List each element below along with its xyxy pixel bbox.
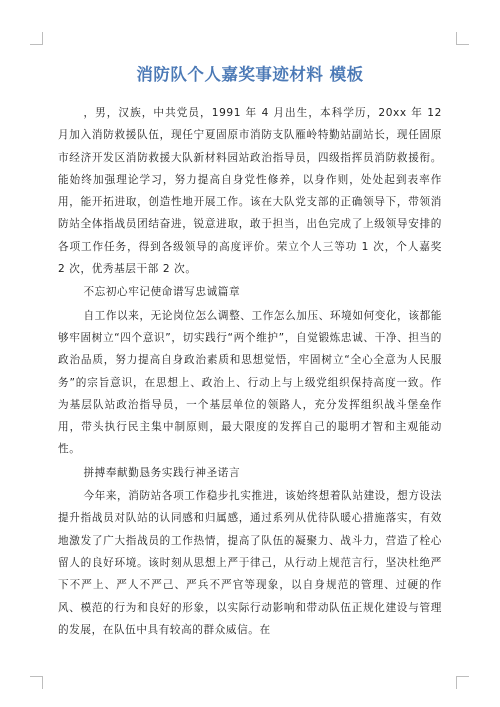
crop-mark-bottom-right xyxy=(456,676,469,689)
crop-mark-top-right xyxy=(456,32,469,45)
document-page xyxy=(58,60,442,641)
section-heading-2: 拼搏奉献勤恳务实践行神圣诺言 xyxy=(83,466,241,479)
paragraph-intro: ，男，汉族，中共党员，1991 年 4 月出生，本科学历，20xx 年 12 月加入消防救援队伍，现任宁夏固原市消防支队雁岭特勤站副站长，现任固原市经济开发区消防救援大队新材料园站政治指导员，四级指挥员消防救援衔。能始终加强理论学习，努力提高自身党性修养，以身作则，处处起到表率作用，能开拓进取，创造性地开展工作。该在大队党支部的正确领导下，带领消防站全体指战员团结奋进，锐意进取，敢于担当，出色完成了上级领导安排的各项工作任务，得到各级领导的高度评价。荣立个人三等功 1 次，个人嘉奖 2 次，优秀基层干部 2 次。 xyxy=(58,107,442,276)
crop-mark-top-left xyxy=(30,32,43,45)
crop-mark-bottom-left xyxy=(30,676,43,689)
document-body xyxy=(58,102,442,641)
paragraph-section-1: 自工作以来，无论岗位怎么调整、工作怎么加压、环境如何变化，该都能够牢固树立“四个意识”，切实践行“两个维护”，自觉锻炼忠诚、干净、担当的政治品质，努力提高自身政治素质和思想觉悟，牢固树立“全心全意为人民服务”的宗旨意识，在思想上、政治上、行动上与上级党组织保持高度一致。作为基层队站政治指导员，一个基层单位的领路人，充分发挥组织战斗堡垒作用，带头执行民主集中制原则，最大限度的发挥自己的聪明才智和主观能动性。 xyxy=(58,309,442,456)
document-title: 消防队个人嘉奖事迹材料 模板 xyxy=(136,65,364,84)
paragraph-section-2: 今年来，消防站各项工作稳步扎实推进，该始终想着队站建设，想方设法提升指战员对队站的认同感和归属感，通过系列从优待队暖心措施落实，有效地激发了广大指战员的工作热情，提高了队伍的凝聚力、战斗力，营造了栓心留人的良好环境。该时刻从思想上严于律己，从行动上规范言行，坚决杜绝严下不严上、严人不严己、严兵不严官等现象，以自身规范的管理、过硬的作风、模范的行为和良好的形象，以实际行动影响和带动队伍正规化建设与管理的发展，在队伍中具有较高的群众威信。在 xyxy=(58,490,442,636)
section-heading-1: 不忘初心牢记使命谱写忠诚篇章 xyxy=(83,286,241,299)
